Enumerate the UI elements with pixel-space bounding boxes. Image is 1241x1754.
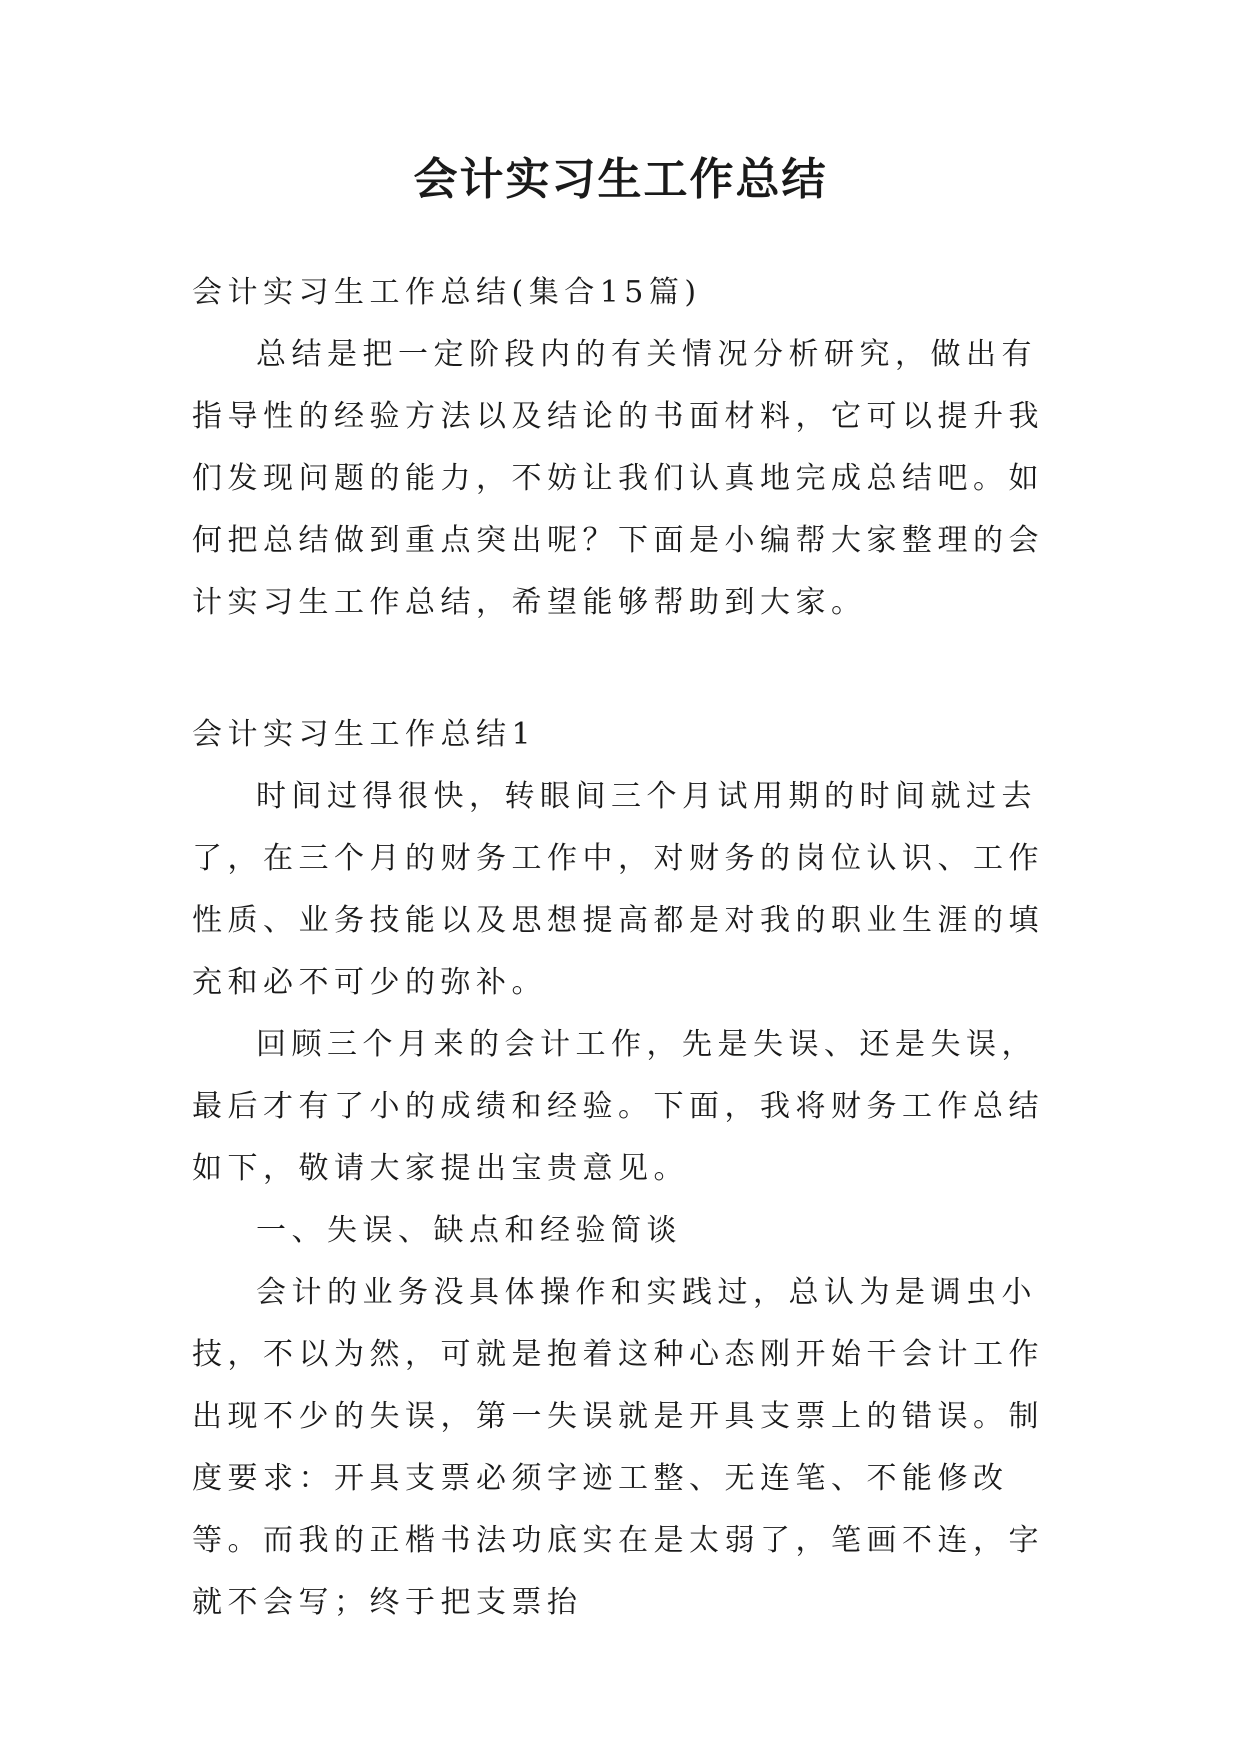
section-1-paragraph: 回顾三个月来的会计工作，先是失误、还是失误，最后才有了小的成绩和经验。下面，我将财务工作总结如下，敬请大家提出宝贵意见。 [192,1027,1044,1186]
intro-paragraph: 总结是把一定阶段内的有关情况分析研究，做出有指导性的经验方法以及结论的书面材料，它可以提升我们发现问题的能力，不妨让我们认真地完成总结吧。如何把总结做到重点突出呢？下面是小编帮大家整理的会计实习生工作总结，希望能够帮助到大家。 [192,337,1044,620]
section-1-subheading: 一、失误、缺点和经验简谈 [256,1213,682,1248]
document-title: 会计实习生工作总结 [413,154,828,205]
intro-block [192,262,1052,634]
section-1-paragraph: 时间过得很快，转眼间三个月试用期的时间就过去了，在三个月的财务工作中，对财务的岗位认识、工作性质、业务技能以及思想提高都是对我的职业生涯的填充和必不可少的弥补。 [192,779,1044,1000]
section-1-paragraph: 会计的业务没具体操作和实践过，总认为是调虫小技，不以为然，可就是抱着这种心态刚开始干会计工作出现不少的失误，第一失误就是开具支票上的错误。制度要求：开具支票必须字迹工整、无连笔、不能修改等。而我的正楷书法功底实在是太弱了，笔画不连，字就不会写；终于把支票抬 [192,1275,1044,1620]
section-1 [192,704,1052,1634]
section-1-heading: 会计实习生工作总结1 [192,717,537,752]
collection-heading: 会计实习生工作总结(集合15篇) [192,275,702,310]
